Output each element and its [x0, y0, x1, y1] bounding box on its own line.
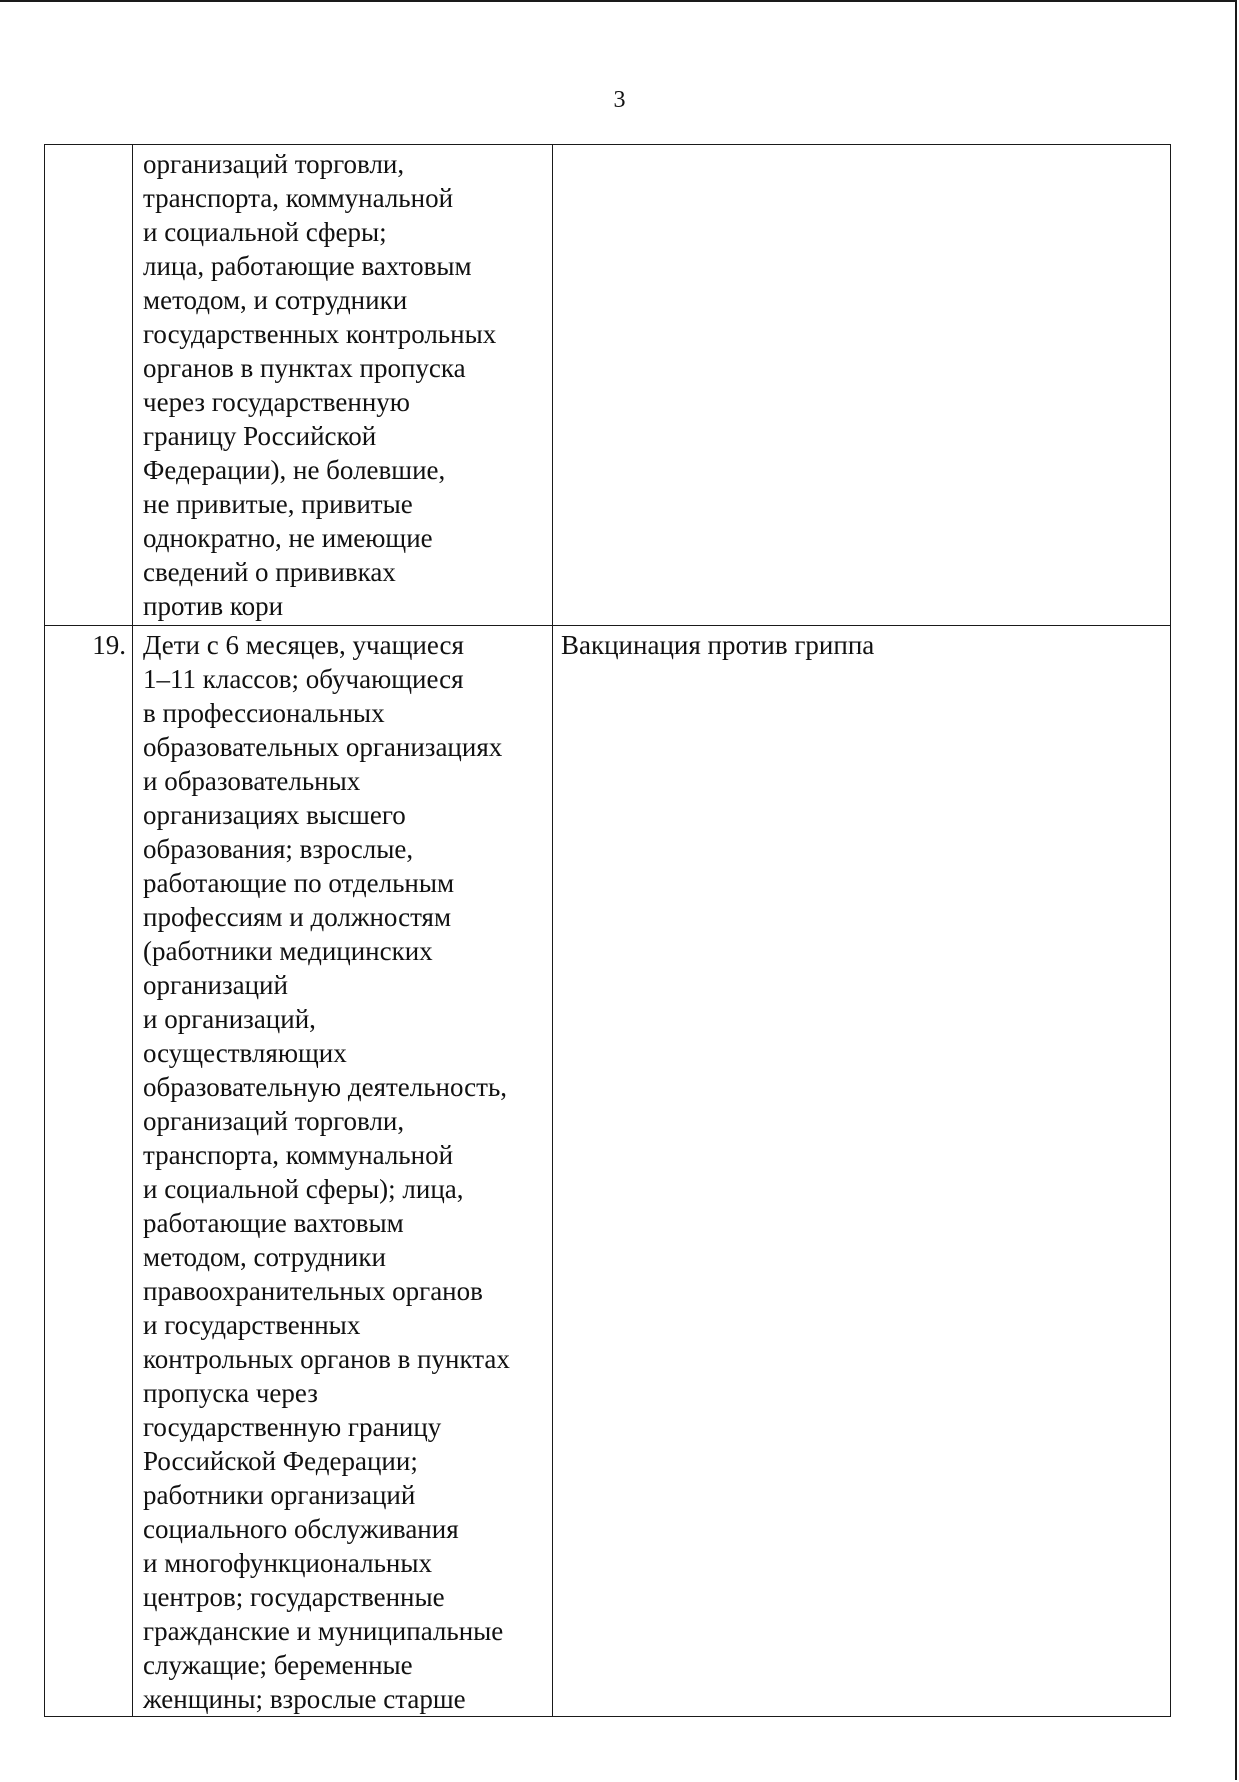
category-line: осуществляющих	[143, 1038, 347, 1068]
category-line: организаций торговли,	[143, 149, 405, 179]
category-line: центров; государственные	[143, 1582, 445, 1612]
category-line: границу Российской	[143, 421, 377, 451]
category-line: и социальной сферы;	[143, 217, 387, 247]
page-number: 3	[613, 87, 626, 113]
category-line: через государственную	[143, 387, 410, 417]
category-line: образовательную деятельность,	[143, 1072, 508, 1102]
category-line: организаций торговли,	[143, 1106, 405, 1136]
category-line: методом, и сотрудники	[143, 285, 408, 315]
category-line: правоохранительных органов	[143, 1276, 483, 1306]
category-line: образовательных организациях	[143, 732, 503, 762]
category-line: транспорта, коммунальной	[143, 1140, 454, 1170]
category-line: сведений о прививках	[143, 557, 396, 587]
category-line: против кори	[143, 591, 284, 621]
category-line: организаций	[143, 970, 288, 1000]
category-cell	[133, 145, 553, 626]
category-line: образования; взрослые,	[143, 834, 414, 864]
vaccination-cell	[553, 145, 1171, 626]
category-line: и образовательных	[143, 766, 361, 796]
category-line: и социальной сферы); лица,	[143, 1174, 464, 1204]
table-row	[45, 145, 1171, 626]
vaccination-cell: Вакцинация против гриппа	[553, 626, 1171, 1717]
category-line: (работники медицинских	[143, 936, 433, 966]
category-cell	[133, 626, 553, 1717]
category-line: работающие вахтовым	[143, 1208, 404, 1238]
category-line: социального обслуживания	[143, 1514, 459, 1544]
category-line: профессиям и должностям	[143, 902, 452, 932]
category-line: организациях высшего	[143, 800, 406, 830]
category-line: Федерации), не болевшие,	[143, 455, 446, 485]
category-line: гражданские и муниципальные	[143, 1616, 504, 1646]
row-number-cell	[45, 145, 133, 626]
category-line: служащие; беременные	[143, 1650, 413, 1680]
category-line: 1–11 классов; обучающиеся	[143, 664, 464, 694]
category-line: Дети с 6 месяцев, учащиеся	[143, 630, 464, 660]
category-line: лица, работающие вахтовым	[143, 251, 472, 281]
category-line: органов в пунктах пропуска	[143, 353, 466, 383]
category-line: пропуска через	[143, 1378, 318, 1408]
category-line: не привитые, привитые	[143, 489, 413, 519]
row-number-cell: 19.	[45, 626, 133, 1717]
category-line: и многофункциональных	[143, 1548, 432, 1578]
category-line: женщины; взрослые старше	[143, 1684, 466, 1714]
category-line: государственную границу	[143, 1412, 442, 1442]
category-line: контрольных органов в пунктах	[143, 1344, 510, 1374]
category-line: государственных контрольных	[143, 319, 497, 349]
vaccination-table	[44, 144, 1171, 1717]
category-line: работники организаций	[143, 1480, 416, 1510]
category-line: и организаций,	[143, 1004, 316, 1034]
category-line: и государственных	[143, 1310, 361, 1340]
category-line: в профессиональных	[143, 698, 385, 728]
category-line: работающие по отдельным	[143, 868, 455, 898]
category-line: однократно, не имеющие	[143, 523, 433, 553]
category-line: методом, сотрудники	[143, 1242, 386, 1272]
table-row	[45, 626, 1171, 1717]
category-line: Российской Федерации;	[143, 1446, 418, 1476]
category-line: транспорта, коммунальной	[143, 183, 454, 213]
